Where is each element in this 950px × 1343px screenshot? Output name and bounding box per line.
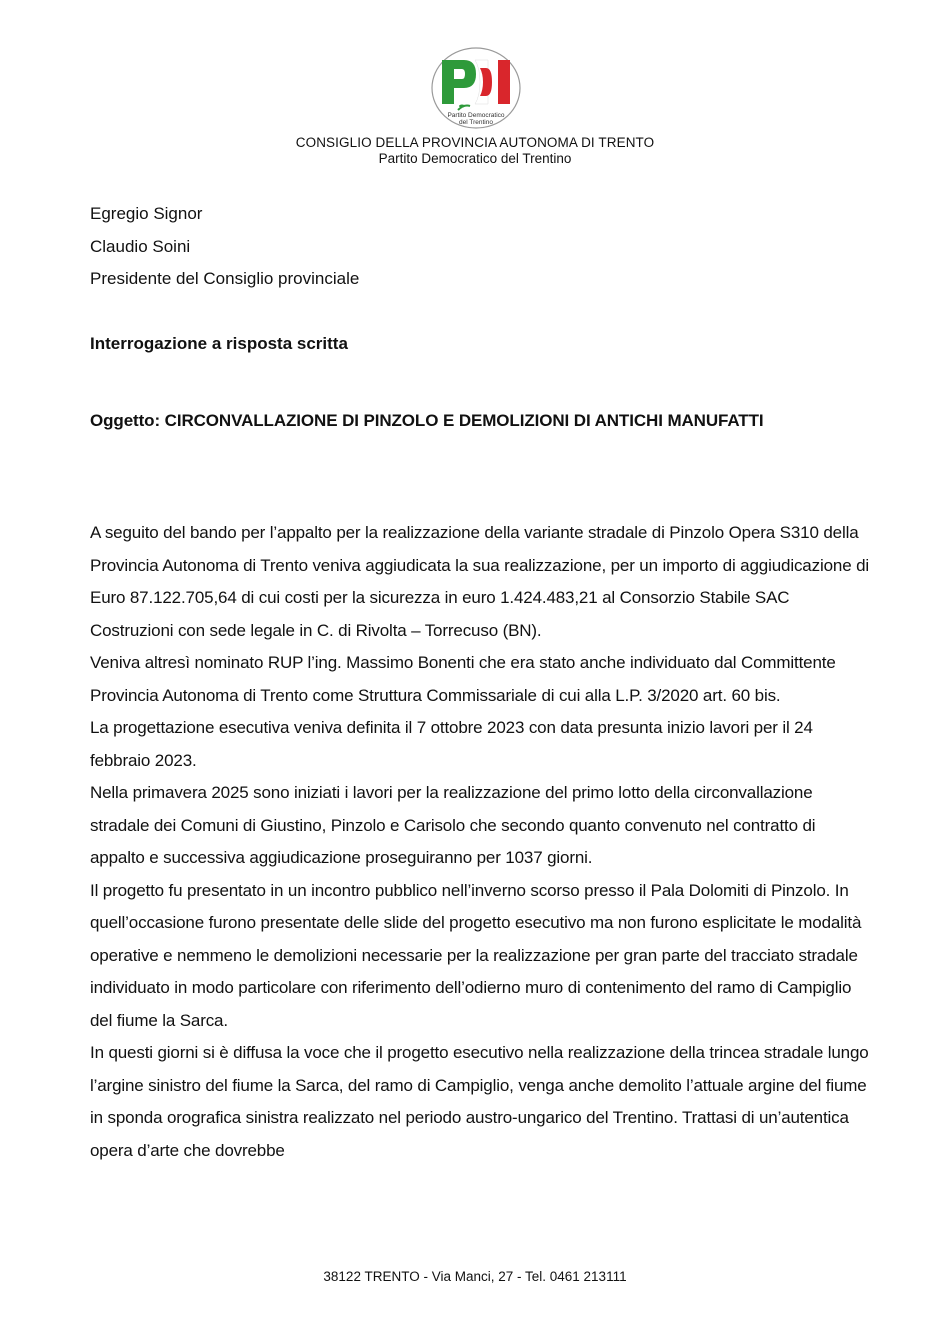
document-type: Interrogazione a risposta scritta (90, 334, 348, 353)
pd-logo-icon (430, 46, 522, 130)
footer-address: 38122 TRENTO - Via Manci, 27 - Tel. 0461 213111 (323, 1269, 627, 1284)
letterhead (0, 135, 950, 167)
party-name: Partito Democratico del Trentino (378, 151, 572, 166)
logo-caption-1: Partito Democratico (447, 112, 505, 119)
addressee-role: Presidente del Consiglio provinciale (90, 269, 360, 288)
paragraph: Veniva altresì nominato RUP l’ing. Massimo Bonenti che era stato anche individuato dal Committente Provincia Autonoma di Trento come Struttura Commissariale di cui alla L.P. 3/2020 art. 60 bis. (90, 653, 836, 705)
letter-body (90, 517, 870, 1167)
party-logo (430, 46, 522, 130)
subject-text: CIRCONVALLAZIONE DI PINZOLO E DEMOLIZIONI DI ANTICHI MANUFATTI (164, 411, 764, 430)
addressee-name: Claudio Soini (90, 236, 191, 256)
salutation: Egregio Signor (90, 204, 203, 223)
paragraph: In questi giorni si è diffusa la voce che il progetto esecutivo nella realizzazione della trincea stradale lungo l’argine sinistro del fiume la Sarca, del ramo di Campiglio, venga anche demolito l’attuale argine del fiume in sponda orografica sinistra realizzato nel periodo austro-ungarico del Trentino. Trattasi di un’autentica opera d’arte che dovrebbe (90, 1043, 869, 1160)
addressee-block (90, 198, 870, 296)
paragraph: La progettazione esecutiva veniva definita il 7 ottobre 2023 con data presunta inizio lavori per il 24 febbraio 2023. (90, 718, 813, 770)
paragraph: Nella primavera 2025 sono iniziati i lavori per la realizzazione del primo lotto della circonvallazione stradale dei Comuni di Giustino, Pinzolo e Carisolo che secondo quanto convenuto nel contratto di appalto e successiva aggiudicazione proseguiranno per 1037 giorni. (90, 783, 816, 867)
logo-caption-2: del Trentino (459, 119, 493, 126)
subject-label: Oggetto: (90, 411, 161, 430)
subject-line (90, 405, 870, 438)
paragraph: A seguito del bando per l’appalto per la realizzazione della variante stradale di Pinzolo Opera S310 della Provincia Autonoma di Trento veniva aggiudicata la sua realizzazione, per un importo di aggiudicazione di Euro 87.122.705,64 di cui costi per la sicurezza in euro 1.424.483,21 al Consorzio Stabile SAC Costruzioni con sede legale in C. di Rivolta – Torrecuso (BN). (90, 523, 870, 640)
institution-name: CONSIGLIO DELLA PROVINCIA AUTONOMA DI TRENTO (295, 135, 655, 150)
paragraph: Il progetto fu presentato in un incontro pubblico nell’inverno scorso presso il Pala Dolomiti di Pinzolo. In quell’occasione furono presentate delle slide del progetto esecutivo ma non furono esplicitate le modalità operative e nemmeno le demolizioni necessarie per la realizzazione per gran parte del tracciato stradale individuato in modo particolare con riferimento dell’odierno muro di contenimento del ramo di Campiglio del fiume la Sarca. (90, 880, 862, 1030)
